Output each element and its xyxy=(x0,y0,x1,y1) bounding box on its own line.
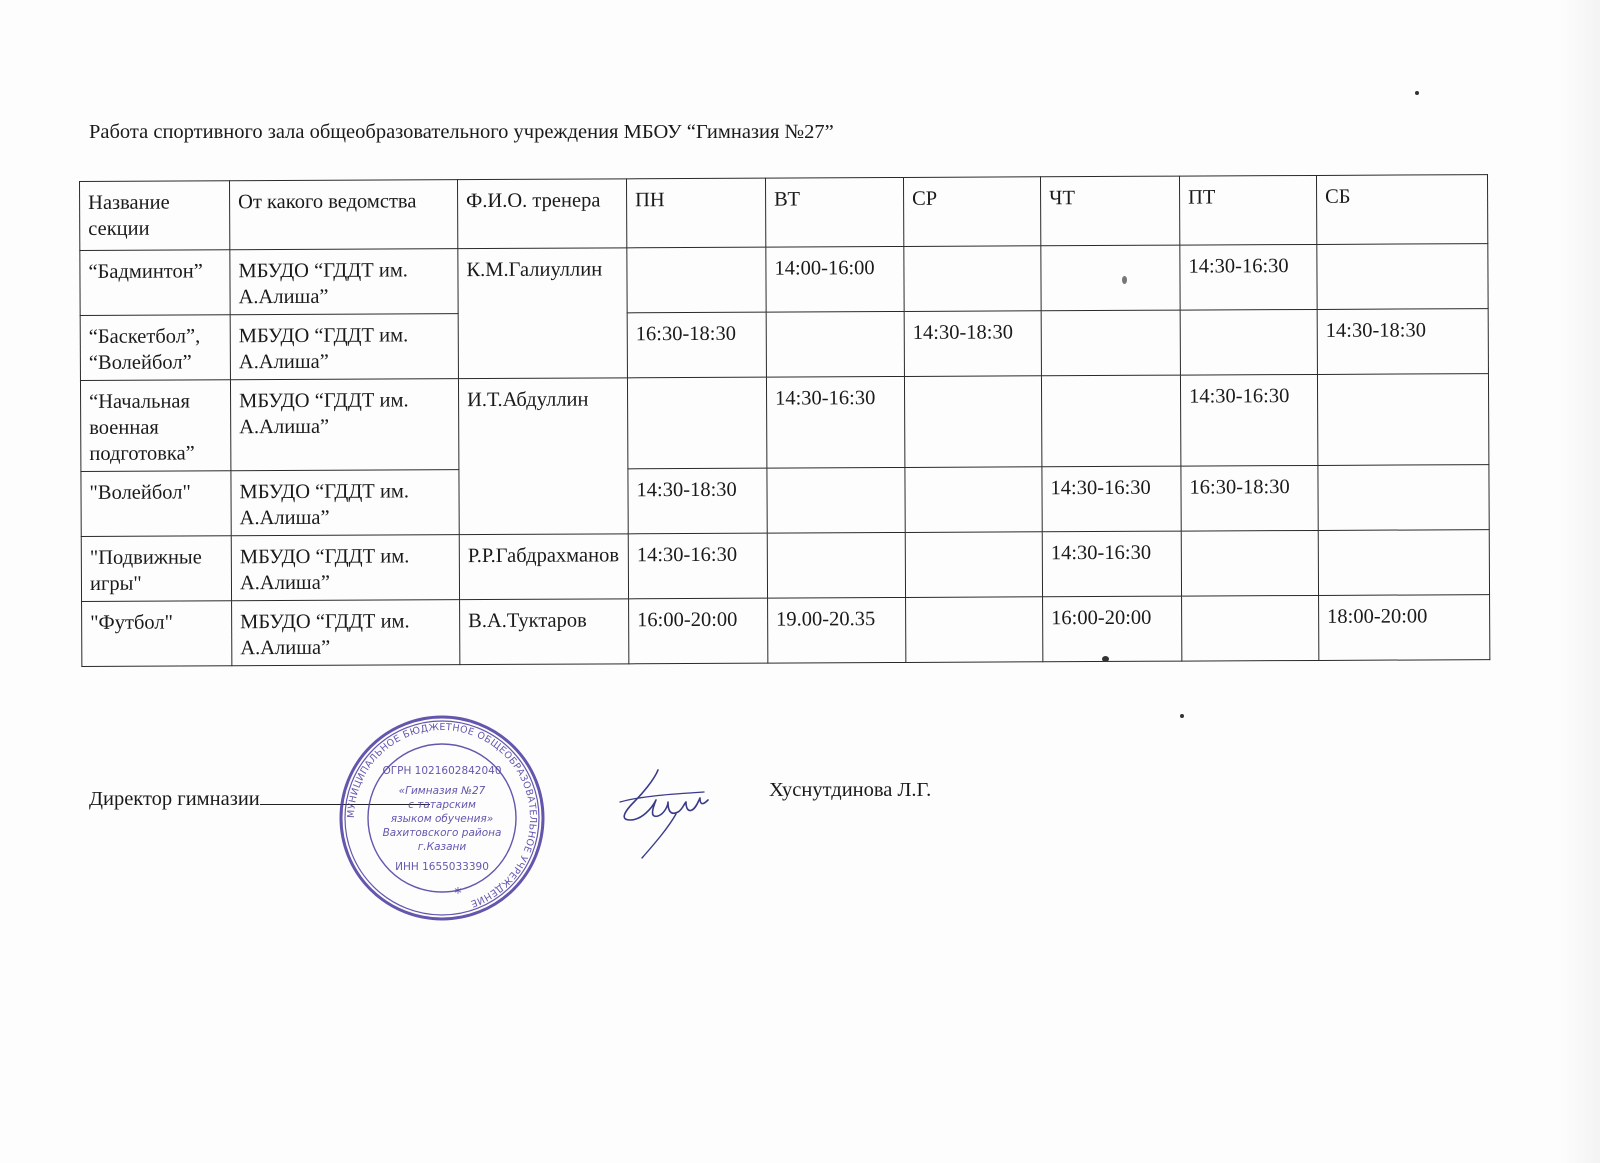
cell-section: “Начальная военная подготовка” xyxy=(80,380,230,472)
cell-fri: 14:30-16:30 xyxy=(1180,374,1317,466)
handwritten-signature xyxy=(612,762,722,862)
cell-department: МБУДО “ГДДТ им. А.Алиша” xyxy=(230,249,458,315)
cell-thu xyxy=(1041,245,1180,311)
cell-thu: 16:00-20:00 xyxy=(1043,596,1182,662)
cell-tue xyxy=(767,467,905,533)
cell-sat xyxy=(1317,244,1488,310)
stamp-inn: ИНН 1655033390 xyxy=(395,861,489,873)
cell-sat: 14:30-18:30 xyxy=(1317,309,1488,375)
stamp-line-4: Вахитовского района xyxy=(382,827,502,839)
table-row xyxy=(80,309,1488,381)
cell-tue: 14:30-16:30 xyxy=(766,376,904,468)
cell-thu xyxy=(1041,310,1180,376)
cell-fri: 14:30-16:30 xyxy=(1180,244,1317,310)
cell-sat xyxy=(1318,530,1489,596)
table-header-row xyxy=(80,175,1488,251)
stamp-line-1: «Гимназия №27 xyxy=(398,785,486,797)
cell-tue xyxy=(766,311,904,377)
header-fri: ПТ xyxy=(1179,175,1316,245)
cell-sat xyxy=(1317,374,1488,466)
cell-thu xyxy=(1041,375,1180,467)
cell-wed xyxy=(904,246,1041,312)
cell-trainer: В.А.Туктаров xyxy=(460,599,629,665)
cell-wed xyxy=(906,597,1043,663)
cell-section: "Волейбол" xyxy=(81,471,231,537)
cell-wed xyxy=(905,532,1042,598)
cell-tue: 19.00-20.35 xyxy=(768,597,906,663)
cell-sat xyxy=(1318,465,1489,531)
scan-shadow xyxy=(1560,0,1600,1163)
scan-speck xyxy=(1122,276,1127,284)
table-row xyxy=(80,244,1488,316)
cell-wed: 14:30-18:30 xyxy=(904,311,1041,377)
cell-department: МБУДО “ГДДТ им. А.Алиша” xyxy=(230,314,458,380)
cell-tue xyxy=(767,532,905,598)
cell-mon: 14:30-18:30 xyxy=(628,468,767,534)
table-row xyxy=(81,530,1489,602)
cell-thu: 14:30-16:30 xyxy=(1042,466,1181,532)
header-wed: СР xyxy=(903,177,1040,247)
official-stamp xyxy=(336,712,548,924)
director-name: Хуснутдинова Л.Г. xyxy=(769,779,932,801)
cell-tue: 14:00-16:00 xyxy=(766,246,904,312)
scan-speck xyxy=(1180,714,1184,718)
director-label: Директор гимназии xyxy=(89,788,260,810)
cell-department: МБУДО “ГДДТ им. А.Алиша” xyxy=(231,470,459,536)
table-row xyxy=(82,595,1490,667)
header-mon: ПН xyxy=(626,178,765,248)
cell-fri xyxy=(1181,530,1318,596)
header-trainer: Ф.И.О. тренера xyxy=(457,179,626,249)
cell-trainer: К.М.Галиуллин xyxy=(458,248,628,379)
cell-mon: 16:30-18:30 xyxy=(627,312,766,378)
cell-thu: 14:30-16:30 xyxy=(1042,531,1181,597)
cell-mon: 16:00-20:00 xyxy=(629,598,768,664)
stamp-line-2: с татарским xyxy=(408,799,476,811)
cell-mon xyxy=(627,377,766,469)
stamp-outer-text: МУНИЦИПАЛЬНОЕ БЮДЖЕТНОЕ ОБЩЕОБРАЗОВАТЕЛЬНОЕ УЧРЕЖДЕНИЕ xyxy=(345,721,539,910)
table-row xyxy=(81,465,1489,537)
header-thu: ЧТ xyxy=(1040,176,1179,246)
cell-department: МБУДО “ГДДТ им. А.Алиша” xyxy=(231,535,459,601)
stamp-star-icon: * xyxy=(454,884,462,902)
cell-section: "Футбол" xyxy=(82,601,232,667)
gym-schedule-table xyxy=(79,174,1490,667)
cell-fri xyxy=(1180,309,1317,375)
cell-fri: 16:30-18:30 xyxy=(1181,465,1318,531)
table-row xyxy=(80,374,1488,472)
cell-department: МБУДО “ГДДТ им. А.Алиша” xyxy=(232,600,460,666)
header-section: Название секции xyxy=(80,181,230,251)
scan-speck xyxy=(1415,91,1419,95)
cell-section: "Подвижные игры" xyxy=(81,536,231,602)
cell-fri xyxy=(1182,595,1319,661)
cell-department: МБУДО “ГДДТ им. А.Алиша” xyxy=(230,379,458,471)
stamp-ogrn: ОГРН 1021602842040 xyxy=(382,765,502,777)
header-tue: ВТ xyxy=(765,177,903,247)
cell-trainer: И.Т.Абдуллин xyxy=(458,378,628,535)
cell-wed xyxy=(905,467,1042,533)
stamp-line-5: г.Казани xyxy=(417,841,467,853)
header-department: От какого ведомства xyxy=(230,180,458,250)
cell-trainer: Р.Р.Габдрахманов xyxy=(459,534,628,600)
cell-section: “Бадминтон” xyxy=(80,250,230,316)
cell-section: “Баскетбол”, “Волейбол” xyxy=(80,315,230,381)
cell-wed xyxy=(904,376,1041,468)
scan-speck xyxy=(1102,656,1109,662)
cell-sat: 18:00-20:00 xyxy=(1319,595,1490,661)
cell-mon: 14:30-16:30 xyxy=(628,533,767,599)
document-title: Работа спортивного зала общеобразовательного учреждения МБОУ “Гимназия №27” xyxy=(89,121,834,143)
cell-mon xyxy=(627,247,766,313)
stamp-line-3: языком обучения» xyxy=(390,813,494,825)
header-sat: СБ xyxy=(1316,175,1487,245)
